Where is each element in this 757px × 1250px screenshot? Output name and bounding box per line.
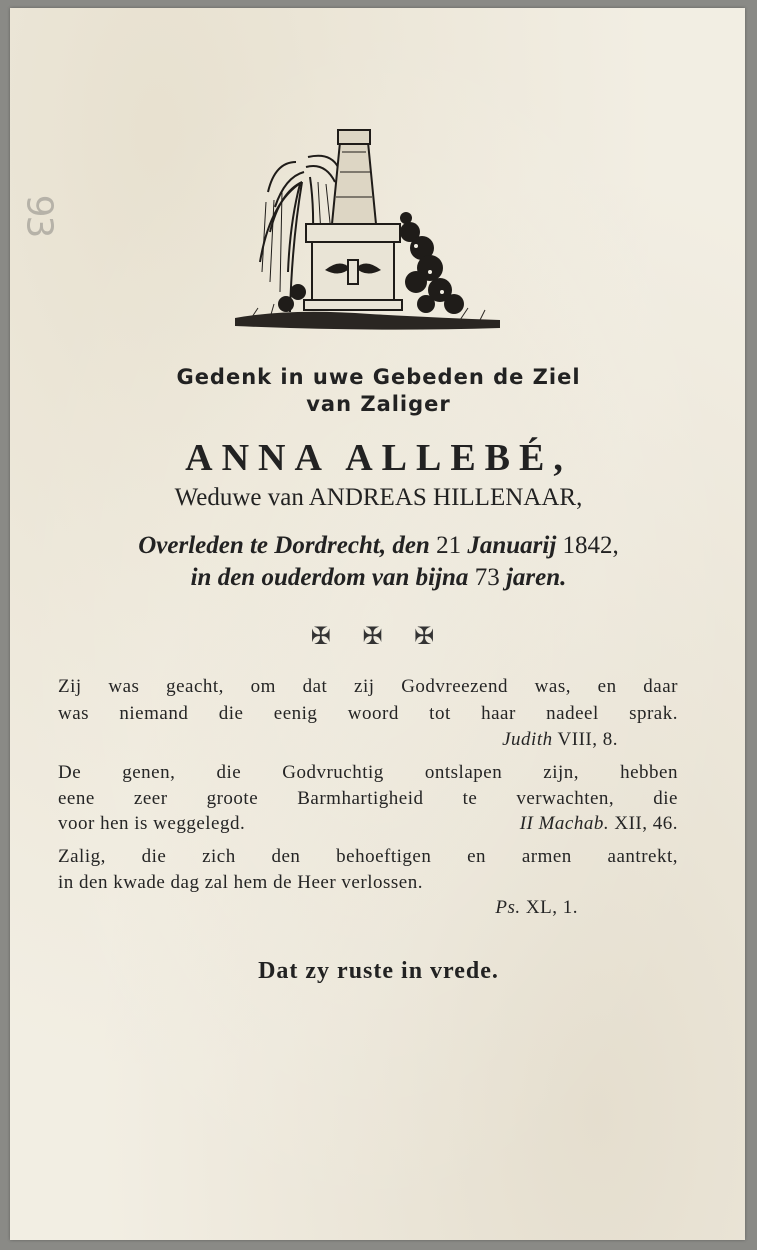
verse-3-ref-num: XL, 1. xyxy=(525,897,578,918)
verse-1-line-2: was niemand die eenig woord tot haar nadeel sprak. xyxy=(58,703,678,724)
death-lead: Overleden te Dordrecht, den xyxy=(138,532,430,559)
heading-line-1: Gedenk in uwe Gebeden de Ziel xyxy=(176,365,581,389)
verse-2-line-2: eene zeer groote Barmhartigheid te verwachten, die xyxy=(58,788,678,809)
verse-1-ref-num: VIII, 8. xyxy=(557,729,618,750)
verse-2-line-1: De genen, die Godvruchtig ontslapen zijn, hebben xyxy=(58,762,678,783)
verse-2-reference xyxy=(58,813,678,835)
verse-2-ref-book: II Machab. xyxy=(519,813,610,834)
verse-1-ref-book: Judith xyxy=(502,729,553,750)
tomb-vignette-illustration xyxy=(230,122,505,334)
verse-3-reference xyxy=(58,897,578,919)
age-tail: jaren. xyxy=(505,564,567,591)
verse-1-line-1: Zij was geacht, om dat zij Godvreezend was, en daar xyxy=(58,676,678,697)
widow-line xyxy=(0,484,757,512)
age-years: 73 xyxy=(474,564,500,591)
closing-blessing: Dat zy ruste in vrede. xyxy=(258,958,499,984)
verse-2-line-3: voor hen is weggelegd. xyxy=(58,813,246,834)
death-year: 1842, xyxy=(562,532,619,559)
heading-line-2: van Zaliger xyxy=(306,392,451,416)
verse-3-ref-book: Ps. xyxy=(495,897,521,918)
death-line xyxy=(0,532,757,560)
verse-3-line-2: in den kwade dag zal hem de Heer verlossen. xyxy=(58,872,423,893)
death-month: Januarij xyxy=(467,532,557,559)
age-lead: in den ouderdom van bijna xyxy=(190,564,469,591)
margin-number: 93 xyxy=(18,194,60,237)
death-day: 21 xyxy=(436,532,462,559)
crosses-ornament: ✠ ✠ ✠ xyxy=(310,622,447,650)
deceased-name: ANNA ALLEBÉ, xyxy=(185,437,572,479)
age-line xyxy=(0,564,757,592)
verse-2-ref-num: XII, 46. xyxy=(614,813,678,834)
verse-1-reference xyxy=(58,729,618,751)
husband-name: ANDREAS HILLENAAR, xyxy=(308,484,583,511)
verse-3-line-1: Zalig, die zich den behoeftigen en armen aantrekt, xyxy=(58,846,678,867)
widow-prefix: Weduwe van xyxy=(174,484,304,511)
